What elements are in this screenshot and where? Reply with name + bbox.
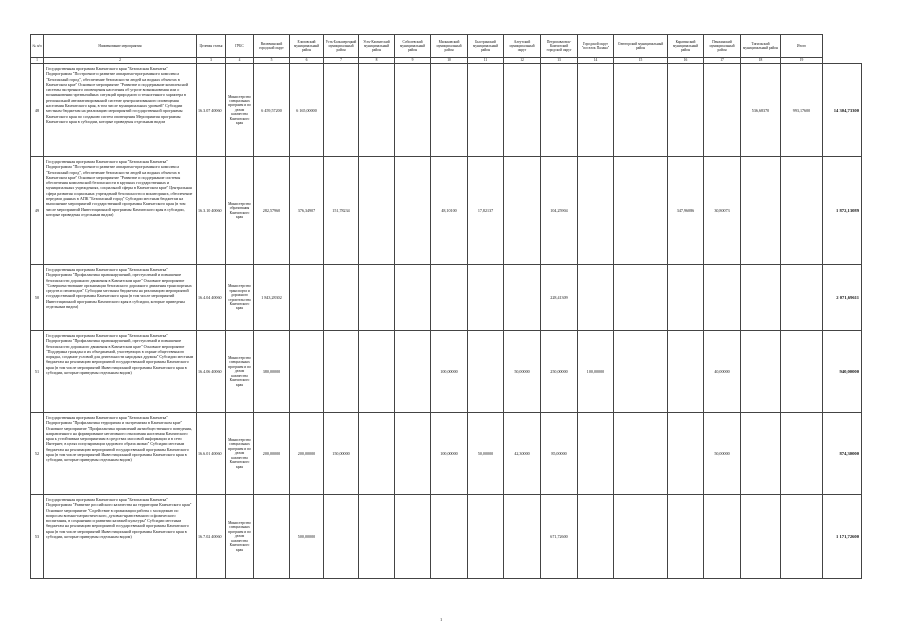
column-number: 11: [468, 58, 504, 64]
value-cell: [704, 265, 741, 331]
value-cell: [578, 265, 614, 331]
measure-name: Государственная программа Камчатского края "Безопасная Камчатка" Подпрограмма "Профилактика правонарушений, преступлений и повышение безопасности дорожного движения в Камчатском крае" Основное мероприятие "Совершенствование организации безопасного дорожного движения транспортных средств и пешеходов" Субсидии местным бюджетам на реализацию мероприятий государственной программы Камчатского края (в том числе мероприятий Инвестиционной программы Камчатского края в субсидии, которые приведены отдельным видом): [44, 265, 197, 331]
row-number: 50: [31, 265, 44, 331]
column-header: Вилючинский городской округ: [254, 35, 290, 58]
value-cell: 42,30000: [504, 413, 541, 495]
value-cell: [468, 64, 504, 157]
value-cell: [741, 157, 781, 265]
value-cell: 993,17600: [781, 64, 823, 157]
value-cell: 104,25904: [541, 157, 578, 265]
value-cell: [668, 495, 704, 579]
value-cell: 17,82137: [468, 157, 504, 265]
column-header: Алеутский муниципальный округ: [504, 35, 541, 58]
column-number: 16: [668, 58, 704, 64]
column-number: 7: [324, 58, 359, 64]
column-header: Быстринский муниципальный район: [468, 35, 504, 58]
measure-name: Государственная программа Камчатского края "Безопасная Камчатка" Подпрограмма "Профилактика терроризма и экстремизма в Камчатском крае" Основное мероприятие "Профилактика проявлений антиобщественного поведения, направленного на формирование негативного отношения населения Камчатского края к устойчивым мероприятиям в средствах массовой информации и в сети Интернет, в целях популяризации здорового образа жизни" Субсидии местным бюджетам на реализацию мероприятий государственной программы Камчатского края (в том числе мероприятий Инвестиционной программы Камчатского края в субсидии, которые приведены отдельным видом): [44, 413, 197, 495]
value-cell: [668, 265, 704, 331]
value-cell: [504, 265, 541, 331]
column-header: ГРБС: [226, 35, 254, 58]
value-cell: 6 459,57200: [254, 64, 290, 157]
column-header: Городской округ "поселок Палана": [578, 35, 614, 58]
total-cell: 2 071,69611: [823, 265, 862, 331]
measure-name: Государственная программа Камчатского края "Безопасная Камчатка" Подпрограмма "Развитие российского казачества на территории Камчатского края" Основное мероприятие "Содействие в организации работы с молодежью по вопросам военно-патриотического, духовно-нравственного и физического воспитания, в сохранении и развитии казачьей культуры" Субсидии местным бюджетам на реализацию мероприятий государственной программы Камчатского края (в том числе мероприятий Инвестиционной программы Камчатского края в субсидии, которые приведены отдельным видом): [44, 495, 197, 579]
value-cell: [431, 64, 468, 157]
value-cell: 85,00000: [541, 413, 578, 495]
value-cell: [541, 64, 578, 157]
value-cell: 150,00000: [324, 413, 359, 495]
value-cell: [614, 64, 668, 157]
budget-sheet: [30, 34, 862, 579]
column-header: Усть-Большерецкий муниципальный район: [324, 35, 359, 58]
column-number: 1: [31, 58, 44, 64]
target-article: 16.4.04 40060: [197, 265, 226, 331]
value-cell: [290, 265, 324, 331]
grbs-cell: Министерство специальных программ и по делам казачества Камчатского края: [226, 64, 254, 157]
column-header: Петропавловск-Камчатский городской округ: [541, 35, 578, 58]
column-header: Карагинский муниципальный район: [668, 35, 704, 58]
value-cell: [395, 495, 431, 579]
value-cell: 50,00000: [704, 413, 741, 495]
value-cell: 200,00000: [254, 413, 290, 495]
value-cell: [781, 157, 823, 265]
value-cell: [504, 157, 541, 265]
column-number: 19: [781, 58, 823, 64]
table-row: [31, 265, 862, 331]
target-article: 16.3.10 40060: [197, 157, 226, 265]
value-cell: [704, 64, 741, 157]
measure-name: Государственная программа Камчатского края "Безопасная Камчатка" Подпрограмма "Профилактика правонарушений, преступлений и повышение безопасности дорожного движения в Камчатском крае" Основное мероприятие "Поддержка граждан и их объединений, участвующих в охране общественного порядка, создание условий для деятельности народных дружин" Субсидии местным бюджетам на реализацию мероприятий государственной программы Камчатского края (в том числе мероприятий Инвестиционной программы Камчатского края в субсидии, которые приведены отдельным видом): [44, 331, 197, 413]
value-cell: 282,57960: [254, 157, 290, 265]
column-number: 10: [431, 58, 468, 64]
column-number: 15: [614, 58, 668, 64]
column-number: 12: [504, 58, 541, 64]
value-cell: 100,00000: [578, 331, 614, 413]
column-number: 2: [44, 58, 197, 64]
value-cell: [614, 331, 668, 413]
target-article: 16.3.07 40060: [197, 64, 226, 157]
value-cell: 151,78234: [324, 157, 359, 265]
column-header: Усть-Камчатский муниципальный район: [359, 35, 395, 58]
value-cell: [359, 265, 395, 331]
column-header: № п/п: [31, 35, 44, 58]
column-header: Елизовский муниципальный район: [290, 35, 324, 58]
total-cell: 1 171,72600: [823, 495, 862, 579]
column-number: 13: [541, 58, 578, 64]
value-cell: [290, 331, 324, 413]
value-cell: 48,10100: [431, 157, 468, 265]
value-cell: [741, 265, 781, 331]
value-cell: [504, 64, 541, 157]
total-cell: 14 304,73300: [823, 64, 862, 157]
column-header: Тигильский муниципальный район: [741, 35, 781, 58]
value-cell: 380,00000: [254, 331, 290, 413]
total-cell: 940,00000: [823, 331, 862, 413]
value-cell: [324, 495, 359, 579]
value-cell: 30,80073: [704, 157, 741, 265]
total-cell: 1 872,13089: [823, 157, 862, 265]
grbs-cell: Министерство транспорта и дорожного строительства Камчатского края: [226, 265, 254, 331]
column-header: Итого: [781, 35, 823, 58]
value-cell: [668, 331, 704, 413]
value-cell: [395, 157, 431, 265]
column-number: 9: [395, 58, 431, 64]
value-cell: [781, 265, 823, 331]
grbs-cell: Министерство специальных программ и по делам казачества Камчатского края: [226, 495, 254, 579]
row-number: 53: [31, 495, 44, 579]
value-cell: 50,00000: [468, 413, 504, 495]
column-header: Наименование мероприятия: [44, 35, 197, 58]
column-number: 17: [704, 58, 741, 64]
target-article: 16.7.02 40060: [197, 495, 226, 579]
value-cell: 1 843,28302: [254, 265, 290, 331]
value-cell: 671,72600: [541, 495, 578, 579]
value-cell: [578, 495, 614, 579]
column-number: 4: [226, 58, 254, 64]
column-header: Олюторский муниципальный район: [614, 35, 668, 58]
value-cell: [614, 413, 668, 495]
value-cell: [741, 331, 781, 413]
value-cell: [781, 413, 823, 495]
value-cell: [578, 157, 614, 265]
row-number: 48: [31, 64, 44, 157]
value-cell: 100,00000: [431, 331, 468, 413]
column-header: Соболевский муниципальный район: [395, 35, 431, 58]
value-cell: [741, 413, 781, 495]
table-row: [31, 64, 862, 157]
value-cell: [324, 331, 359, 413]
value-cell: [578, 64, 614, 157]
column-number: 6: [290, 58, 324, 64]
value-cell: [614, 157, 668, 265]
value-cell: 376,34907: [290, 157, 324, 265]
table-row: [31, 331, 862, 413]
value-cell: 500,00000: [290, 495, 324, 579]
measure-name: Государственная программа Камчатского края "Безопасная Камчатка" Подпрограмма "Построение и развитие аппаратно-программного комплекса "Безопасный город", обеспечение безопасности людей на водных объектах в Камчатском крае" Основное мероприятие "Развитие и поддержание системы обеспечения комплексной безопасности в крупных государственных и муниципальных учреждениях, социальной сферы в Камчатском крае" Центральная сфера развития социальных учреждений безопасности и мониторинга, обеспечение передачи данных в АПК "Безопасный город" Субсидии местным бюджетам на выполнение мероприятий государственной программы Камчатского края (в том числе мероприятий Инвестиционной программы Камчатского края в субсидии, которые приведены отдельным видом): [44, 157, 197, 265]
value-cell: 536,68370: [741, 64, 781, 157]
value-cell: [431, 265, 468, 331]
value-cell: [781, 495, 823, 579]
value-cell: [704, 495, 741, 579]
value-cell: 200,00000: [290, 413, 324, 495]
value-cell: [431, 495, 468, 579]
value-cell: [395, 413, 431, 495]
grbs-cell: Министерство образования Камчатского края: [226, 157, 254, 265]
column-header: Пенжинский муниципальный район: [704, 35, 741, 58]
value-cell: [359, 413, 395, 495]
value-cell: [324, 265, 359, 331]
value-cell: 40,00000: [704, 331, 741, 413]
value-cell: [254, 495, 290, 579]
table-row: [31, 495, 862, 579]
page-number: 1: [440, 617, 443, 622]
value-cell: [781, 331, 823, 413]
value-cell: [395, 331, 431, 413]
value-cell: [359, 331, 395, 413]
value-cell: [614, 265, 668, 331]
column-header: Целевая статья: [197, 35, 226, 58]
value-cell: [504, 495, 541, 579]
column-header: Мильковский муниципальный район: [431, 35, 468, 58]
value-cell: [468, 495, 504, 579]
table-body: [31, 64, 862, 579]
table-row: [31, 157, 862, 265]
value-cell: [395, 64, 431, 157]
table-row: [31, 413, 862, 495]
value-cell: [359, 495, 395, 579]
subsidy-table: [30, 34, 862, 579]
value-cell: [668, 413, 704, 495]
target-article: 16.6.01 40060: [197, 413, 226, 495]
measure-name: Государственная программа Камчатского края "Безопасная Камчатка" Подпрограмма "Построение и развитие аппаратно-программного комплекса "Безопасный город", обеспечение безопасности людей на водных объектах в Камчатском крае" Основное мероприятие "Развитие и поддержание комплексной системы экстренного оповещения населения об угрозе возникновения или о возникновении чрезвычайных ситуаций природного и техногенного характера в региональной автоматизированной системе централизованного оповещения населения Камчатского края, в том числе муниципальных уровней" Субсидии местным бюджетам на реализацию мероприятий государственной программы Камчатского края по созданию систем оповещения Мероприятия программы Камчатского края в субсидии, которые приведены отдельным видом: [44, 64, 197, 157]
value-cell: [359, 64, 395, 157]
header-row: [31, 35, 862, 58]
grbs-cell: Министерство специальных программ и по делам казачества Камчатского края: [226, 331, 254, 413]
row-number: 52: [31, 413, 44, 495]
column-number: 18: [741, 58, 781, 64]
value-cell: 347,96086: [668, 157, 704, 265]
row-number: 49: [31, 157, 44, 265]
value-cell: [359, 157, 395, 265]
row-number: 51: [31, 331, 44, 413]
value-cell: 6 165,00000: [290, 64, 324, 157]
total-cell: 874,30000: [823, 413, 862, 495]
value-cell: 50,00000: [504, 331, 541, 413]
value-cell: [741, 495, 781, 579]
value-cell: [468, 265, 504, 331]
value-cell: 250,00000: [541, 331, 578, 413]
column-number: 5: [254, 58, 290, 64]
value-cell: [578, 413, 614, 495]
grbs-cell: Министерство специальных программ и по делам казачества Камчатского края: [226, 413, 254, 495]
value-cell: [614, 495, 668, 579]
value-cell: [395, 265, 431, 331]
value-cell: [324, 64, 359, 157]
value-cell: [668, 64, 704, 157]
target-article: 16.4.06 40060: [197, 331, 226, 413]
value-cell: 228,41309: [541, 265, 578, 331]
value-cell: [468, 331, 504, 413]
column-number: 8: [359, 58, 395, 64]
column-number: 3: [197, 58, 226, 64]
column-number: 14: [578, 58, 614, 64]
value-cell: 100,00000: [431, 413, 468, 495]
